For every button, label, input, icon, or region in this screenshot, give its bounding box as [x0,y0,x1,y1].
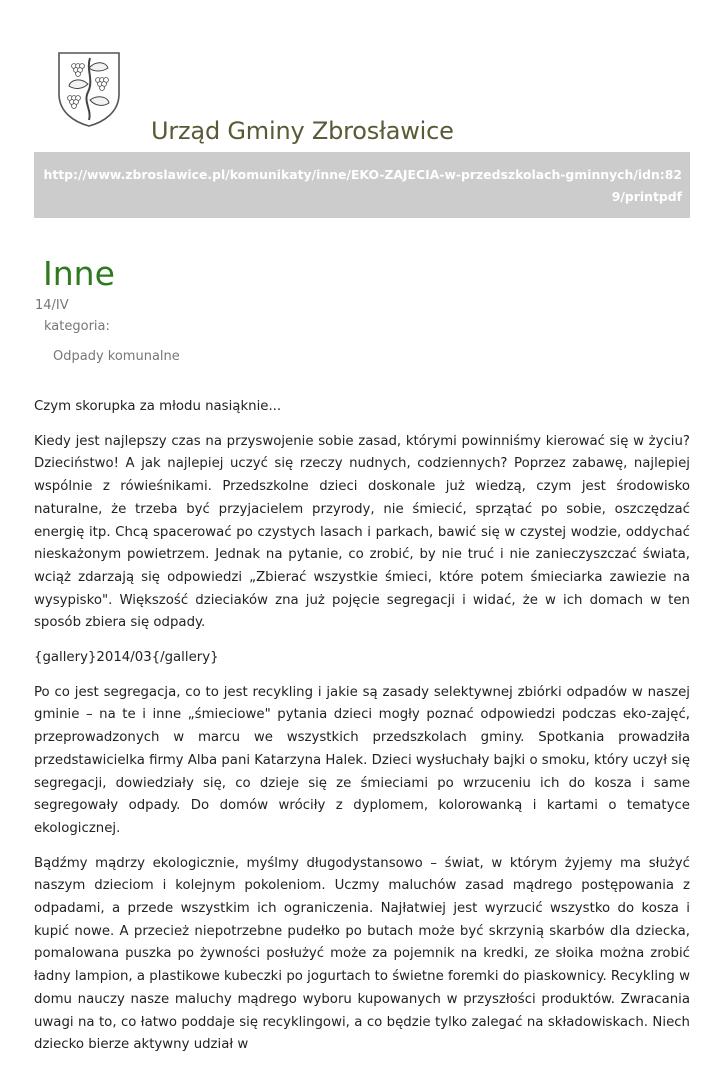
page-title: Inne [43,254,115,293]
gallery-placeholder: {gallery}2014/03{/gallery} [34,650,219,666]
coat-of-arms-grapevine-icon [56,50,122,128]
article-date: 14/IV [35,298,69,313]
article-paragraph: Kiedy jest najlepszy czas na przyswojenie sobie zasad, którymi powinniśmy kierować się w życiu? Dzieciństwo! A jak najlepiej uczyć się rzeczy nudnych, codziennych? Poprzez zabawę, najlepiej wspólnie z rówieśnikami. Przedszkolne dzieci doskonale już wiedzą, czym jest środowisko naturalne, że trzeba być przyjacielem przyrody, nie śmiecić, sprzątać po sobie, oszczędzać energię itp. Chcą spacerować po czystych lasach i parkach, bawić się w czystej wodzie, oddychać nieskażonym powietrzem. Jednak na pytanie, co zrobić, by nie truć i nie zanieczyszczać świata, wciąż zdarzają się odpowiedzi „Zbierać wszystkie śmieci, które potem śmieciarka zawiezie na wysypisko". Większość dzieciaków zna już pojęcie segregacji i widać, że w ich domach w ten sposób zbiera się odpady. [34,433,690,631]
article-paragraph: Bądźmy mądrzy ekologicznie, myślmy długodystansowo – świat, w którym żyjemy ma służyć naszym dzieciom i kolejnym pokoleniom. Uczmy maluchów zasad mądrego postępowania z odpadami, a przede wszystkim ich ograniczenia. Najłatwiej jest wyrzucić wszystko do kosza i kupić nowe. A przecież niepotrzebne pudełko po butach może być skrzynią skarbów dla dziecka, pomalowana puszka po żywności posłużyć może za pojemnik na kredki, ze słoika można zrobić ładny lampion, a plastikowe kubeczki po jogurtach to świetne foremki do piaskownicy. Recykling w domu nauczy nasze maluchy mądrego wyboru kupowanych w przyszłości produktów. Zwracania uwagi na to, co łatwo poddaje się recyklingowi, a co będzie tylko zalegać na składowiskach. Niech dziecko bierze aktywny udział w [34,855,690,1053]
article-body [34,396,690,1069]
page-url[interactable]: http://www.zbroslawice.pl/komunikaty/inne/EKO-ZAJECIA-w-przedszkolach-gminnych/idn:829/printpdf [43,167,682,204]
url-bar [34,152,690,218]
category-value[interactable]: Odpady komunalne [53,349,180,364]
category-label: kategoria: [44,319,110,334]
site-name: Urząd Gminy Zbrosławice [151,117,454,145]
article-paragraph: Po co jest segregacja, co to jest recykling i jakie są zasady selektywnej zbiórki odpadów w naszej gminie – na te i inne „śmieciowe" pytania dzieci mogły poznać odpowiedzi podczas eko-zajęć, przeprowadzonych w marcu we wszystkich przedszkolach gminy. Spotkania prowadziła przedstawicielka firmy Alba pani Katarzyna Halek. Dzieci wysłuchały bajki o smoku, który uczył się segregacji, dowiedziały się, co dzieje się ze śmieciami po wrzuceniu ich do kosza i same segregowały odpady. Do domów wróciły z dyplomem, kolorowanką i kartami o tematyce ekologicznej. [34,684,691,836]
article-paragraph: Czym skorupka za młodu nasiąknie... [34,399,282,414]
